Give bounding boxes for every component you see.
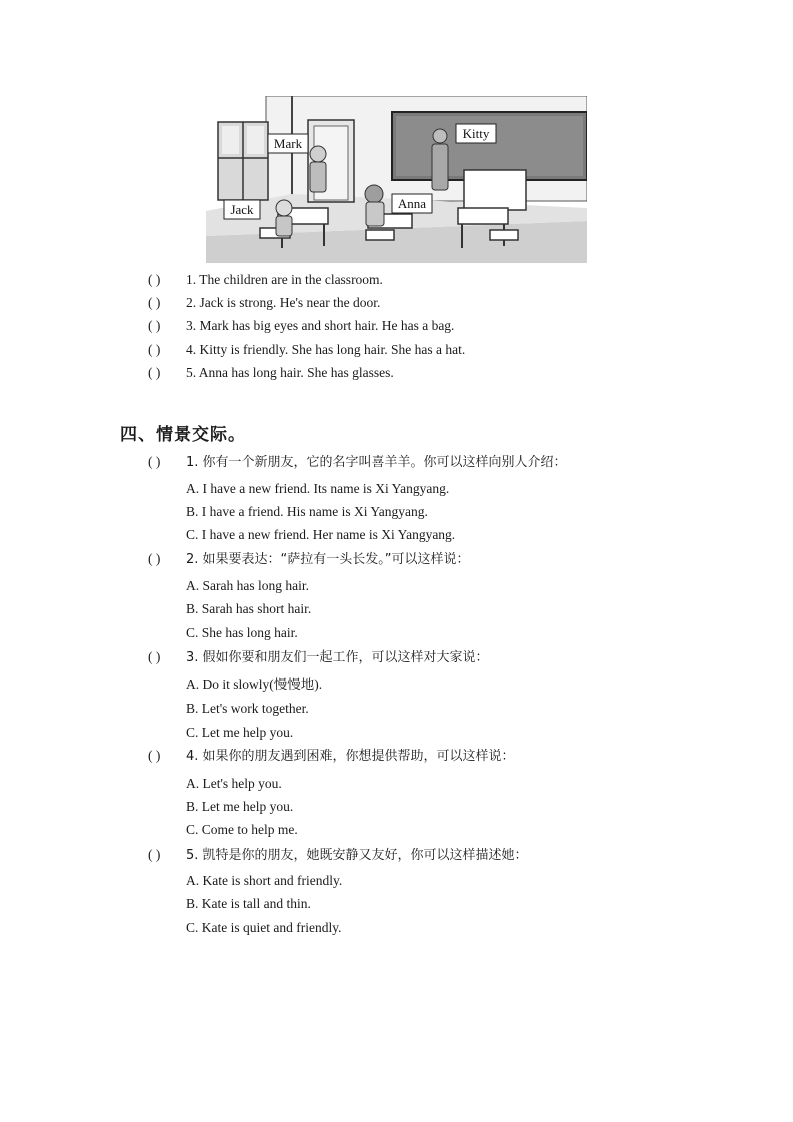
option-a: A. Let's help you. [186, 776, 282, 791]
statement-text: 2. Jack is strong. He's near the door. [186, 295, 381, 310]
statement-text: 3. Mark has big eyes and short hair. He has a bag. [186, 318, 455, 333]
judge-item-2 [148, 294, 380, 312]
option-c: C. Let me help you. [186, 725, 294, 740]
option-b: B. Sarah has short hair. [186, 601, 312, 616]
question-5 [148, 846, 528, 865]
judge-item-4 [148, 341, 465, 359]
question-text: 1. 你有一个新朋友，它的名字叫喜羊羊。你可以这样向别人介绍： [186, 455, 567, 470]
option-b: B. Kate is tall and thin. [186, 896, 311, 911]
answer-blank[interactable]: ( ) [148, 748, 161, 763]
option-b: B. Let's work together. [186, 701, 309, 716]
section-heading: 四、情景交际。 [120, 425, 246, 445]
option-b: B. Let me help you. [186, 799, 294, 814]
judge-item-5 [148, 364, 394, 382]
label-kitty: Kitty [462, 126, 490, 141]
option-c: C. Kate is quiet and friendly. [186, 920, 342, 935]
answer-blank[interactable]: ( ) [148, 649, 161, 664]
option-a: A. Do it slowly(慢慢地). [186, 677, 323, 692]
option-c: C. Come to help me. [186, 822, 298, 837]
option-b: B. I have a friend. His name is Xi Yangyang. [186, 504, 428, 519]
judge-item-3 [148, 317, 454, 335]
label-anna: Anna [397, 196, 427, 211]
option-a: A. Kate is short and friendly. [186, 873, 343, 888]
statement-text: 1. The children are in the classroom. [186, 272, 383, 287]
option-a: A. I have a new friend. Its name is Xi Yangyang. [186, 481, 450, 496]
question-2 [148, 550, 470, 569]
label-jack: Jack [230, 202, 254, 217]
option-c: C. I have a new friend. Her name is Xi Yangyang. [186, 527, 456, 542]
judge-item-1 [148, 271, 383, 289]
statement-text: 5. Anna has long hair. She has glasses. [186, 365, 394, 380]
question-1 [148, 453, 567, 472]
question-text: 4. 如果你的朋友遇到困难，你想提供帮助，可以这样说： [186, 749, 515, 764]
option-c: C. She has long hair. [186, 625, 298, 640]
answer-blank[interactable]: ( ) [148, 454, 161, 469]
question-3 [148, 648, 489, 667]
answer-blank[interactable]: ( ) [148, 551, 161, 566]
question-text: 3. 假如你要和朋友们一起工作，可以这样对大家说： [186, 650, 489, 665]
question-text: 2. 如果要表达：“萨拉有一头长发。”可以这样说： [186, 552, 470, 567]
statement-text: 4. Kitty is friendly. She has long hair. She has a hat. [186, 342, 466, 357]
answer-blank[interactable]: ( ) [148, 318, 161, 333]
answer-blank[interactable]: ( ) [148, 365, 161, 380]
classroom-illustration [206, 96, 587, 263]
answer-blank[interactable]: ( ) [148, 342, 161, 357]
answer-blank[interactable]: ( ) [148, 295, 161, 310]
question-text: 5. 凯特是你的朋友，她既安静又友好，你可以这样描述她： [186, 848, 528, 863]
option-a: A. Sarah has long hair. [186, 578, 309, 593]
answer-blank[interactable]: ( ) [148, 847, 161, 862]
label-mark: Mark [273, 136, 303, 151]
question-4 [148, 747, 515, 766]
answer-blank[interactable]: ( ) [148, 272, 161, 287]
